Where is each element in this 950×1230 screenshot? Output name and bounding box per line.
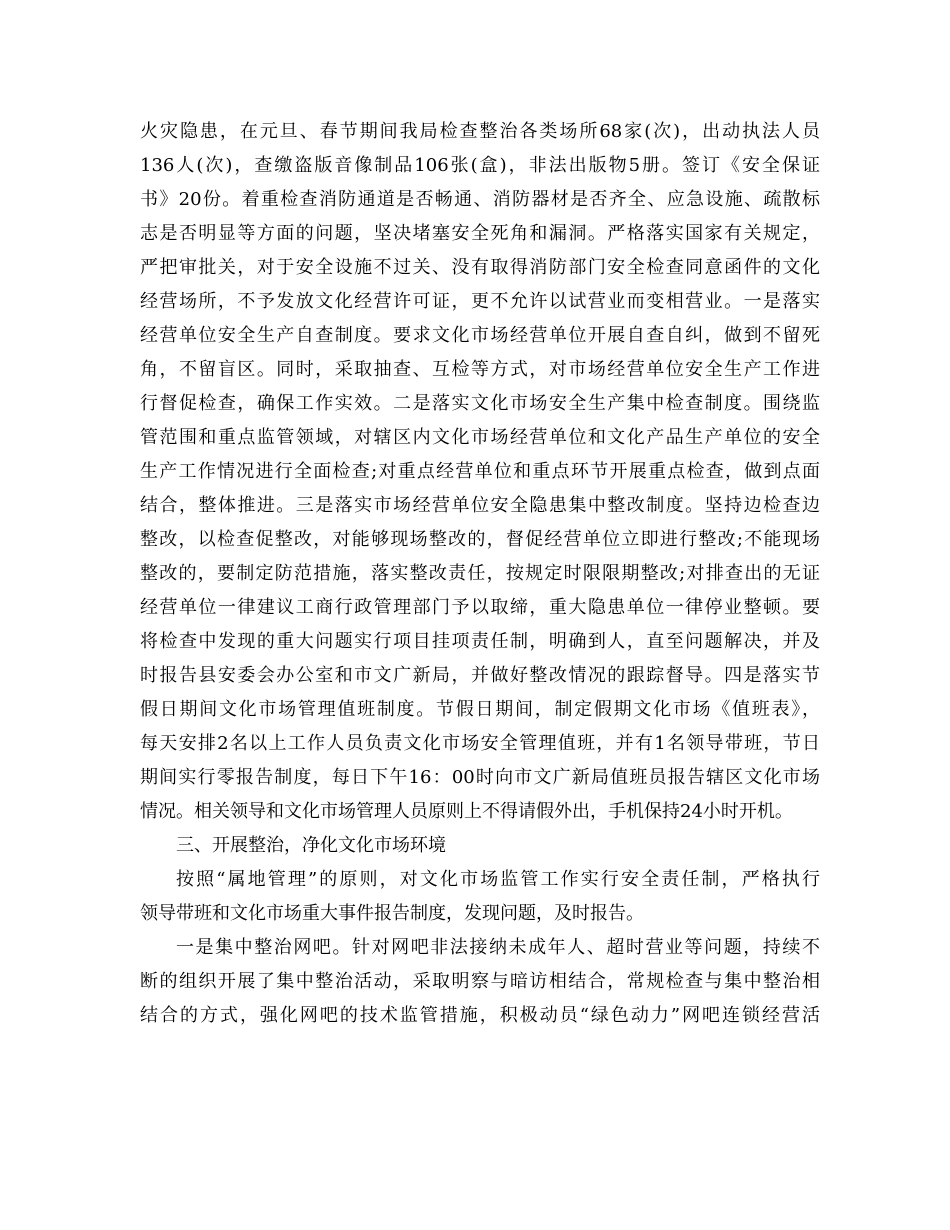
text-line: 火灾隐患，在元旦、春节期间我局检查整治各类场所68家(次)，出动执法人员 [140,121,820,142]
section-heading: 三、开展整治，净化文化市场环境 [176,835,446,856]
text-line: 管范围和重点监管领域，对辖区内文化市场经营单位和文化产品生产单位的安全 [140,427,820,448]
text-line: 每天安排2名以上工作人员负责文化市场安全管理值班，并有1名领导带班，节日 [140,733,820,754]
text-line: 结合，整体推进。三是落实市场经营单位安全隐患集中整改制度。坚持边检查边 [140,495,820,516]
text-line: 志是否明显等方面的问题，坚决堵塞安全死角和漏洞。严格落实国家有关规定， [140,223,820,244]
text-line: 按照“属地管理”的原则，对文化市场监管工作实行安全责任制，严格执行 [176,869,820,890]
text-line: 期间实行零报告制度，每日下午16：00时向市文广新局值班员报告辖区文化市场 [140,767,820,788]
text-line: 经营场所，不予发放文化经营许可证，更不允许以试营业而变相营业。一是落实 [140,291,820,312]
text-line: 经营单位一律建议工商行政管理部门予以取缔，重大隐患单位一律停业整顿。要 [140,597,820,618]
text-line: 结合的方式，强化网吧的技术监管措施，积极动员“绿色动力”网吧连锁经营活 [140,1005,820,1026]
text-line: 生产工作情况进行全面检查;对重点经营单位和重点环节开展重点检查，做到点面 [140,461,820,482]
text-line: 情况。相关领导和文化市场管理人员原则上不得请假外出，手机保持24小时开机。 [140,801,793,822]
document-body [140,115,820,1033]
text-line: 假日期间文化市场管理值班制度。节假日期间，制定假期文化市场《值班表》， [140,699,820,720]
text-line: 一是集中整治网吧。针对网吧非法接纳未成年人、超时营业等问题，持续不 [176,937,820,958]
text-line: 将检查中发现的重大问题实行项目挂项责任制，明确到人，直至问题解决，并及 [140,631,820,652]
text-line: 行督促检查，确保工作实效。二是落实文化市场安全生产集中检查制度。围绕监 [140,393,820,414]
text-line: 书》20份。着重检查消防通道是否畅通、消防器材是否齐全、应急设施、疏散标 [140,189,820,210]
text-line: 严把审批关，对于安全设施不过关、没有取得消防部门安全检查同意函件的文化 [140,257,820,278]
text-line: 经营单位安全生产自查制度。要求文化市场经营单位开展自查自纠，做到不留死 [140,325,820,346]
text-line: 断的组织开展了集中整治活动，采取明察与暗访相结合，常规检查与集中整治相 [140,971,820,992]
text-line: 时报告县安委会办公室和市文广新局，并做好整改情况的跟踪督导。四是落实节 [140,665,820,686]
text-line: 领导带班和文化市场重大事件报告制度，发现问题，及时报告。 [140,903,644,924]
text-line: 136人(次)，查缴盗版音像制品106张(盒)，非法出版物5册。签订《安全保证 [140,155,820,176]
text-line: 角，不留盲区。同时，采取抽查、互检等方式，对市场经营单位安全生产工作进 [140,359,820,380]
text-line: 整改，以检查促整改，对能够现场整改的，督促经营单位立即进行整改;不能现场 [140,529,820,550]
text-line: 整改的，要制定防范措施，落实整改责任，按规定时限限期整改;对排查出的无证 [140,563,820,584]
